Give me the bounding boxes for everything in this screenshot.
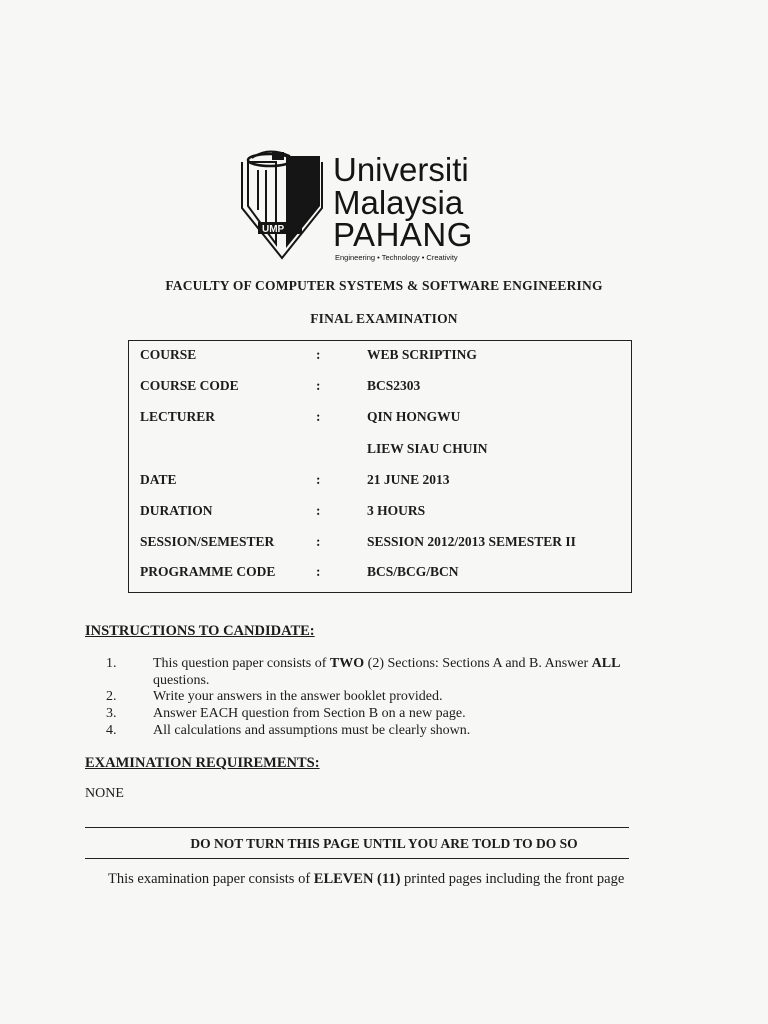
- info-value: 3 HOURS: [367, 503, 426, 518]
- instruction-text: Write your answers in the answer booklet provided.: [153, 689, 443, 704]
- logo-emblem-text: UMP: [262, 224, 285, 235]
- info-colon: :: [316, 409, 321, 424]
- info-value: QIN HONGWU: [367, 409, 461, 424]
- instruction-number: 4.: [106, 723, 117, 738]
- requirements-value: NONE: [85, 786, 124, 801]
- requirements-heading: EXAMINATION REQUIREMENTS:: [85, 755, 320, 771]
- exam-info-box: [128, 340, 632, 593]
- page-count-note: [108, 871, 624, 888]
- info-colon: :: [316, 534, 321, 549]
- university-logo-emblem: [238, 148, 326, 260]
- instruction-text: Answer EACH question from Section B on a new page.: [153, 706, 466, 721]
- info-value: BCS2303: [367, 378, 421, 393]
- info-value: BCS/BCG/BCN: [367, 564, 459, 579]
- instruction-text: [153, 655, 673, 689]
- info-label: DATE: [140, 472, 177, 487]
- divider: [85, 858, 629, 859]
- info-label: SESSION/SEMESTER: [140, 534, 275, 549]
- instruction-number: 3.: [106, 706, 117, 721]
- instruction-emphasis: ALL: [591, 656, 621, 671]
- page-count-text: printed pages including the front page: [400, 871, 625, 887]
- info-colon: :: [316, 564, 321, 579]
- info-value: SESSION 2012/2013 SEMESTER II: [367, 534, 576, 549]
- faculty-heading: FACULTY OF COMPUTER SYSTEMS & SOFTWARE ENGINEERING: [165, 278, 603, 293]
- instruction-number: 2.: [106, 689, 117, 704]
- info-colon: :: [316, 378, 321, 393]
- info-colon: :: [316, 503, 321, 518]
- info-value: LIEW SIAU CHUIN: [367, 441, 488, 456]
- info-label: COURSE: [140, 347, 197, 362]
- exam-type-heading: FINAL EXAMINATION: [310, 311, 458, 326]
- instruction-text-part: This question paper consists of: [153, 656, 330, 671]
- instructions-heading: INSTRUCTIONS TO CANDIDATE:: [85, 623, 315, 639]
- instruction-text-part: (2) Sections: Sections A and B. Answer: [364, 656, 592, 671]
- page-count-emphasis: ELEVEN (11): [313, 871, 401, 887]
- info-label: LECTURER: [140, 409, 216, 424]
- info-value: 21 JUNE 2013: [367, 472, 450, 487]
- logo-university-line1: Universiti: [333, 151, 469, 188]
- logo-university-line3: PAHANG: [333, 216, 473, 253]
- instruction-text-part: questions.: [153, 673, 210, 688]
- warning-notice: DO NOT TURN THIS PAGE UNTIL YOU ARE TOLD TO DO SO: [190, 836, 578, 851]
- info-colon: :: [316, 472, 321, 487]
- divider: [85, 827, 629, 828]
- instruction-emphasis: TWO: [329, 656, 365, 671]
- logo-university-line2: Malaysia: [333, 184, 464, 221]
- instruction-text: All calculations and assumptions must be clearly shown.: [153, 723, 471, 738]
- info-label: PROGRAMME CODE: [140, 564, 276, 579]
- page-count-text: This examination paper consists of: [108, 871, 314, 887]
- info-value: WEB SCRIPTING: [367, 347, 477, 362]
- instruction-number: 1.: [106, 656, 117, 671]
- info-label: COURSE CODE: [140, 378, 239, 393]
- info-label: DURATION: [140, 503, 213, 518]
- logo-tagline: Engineering • Technology • Creativity: [335, 253, 458, 262]
- info-colon: :: [316, 347, 321, 362]
